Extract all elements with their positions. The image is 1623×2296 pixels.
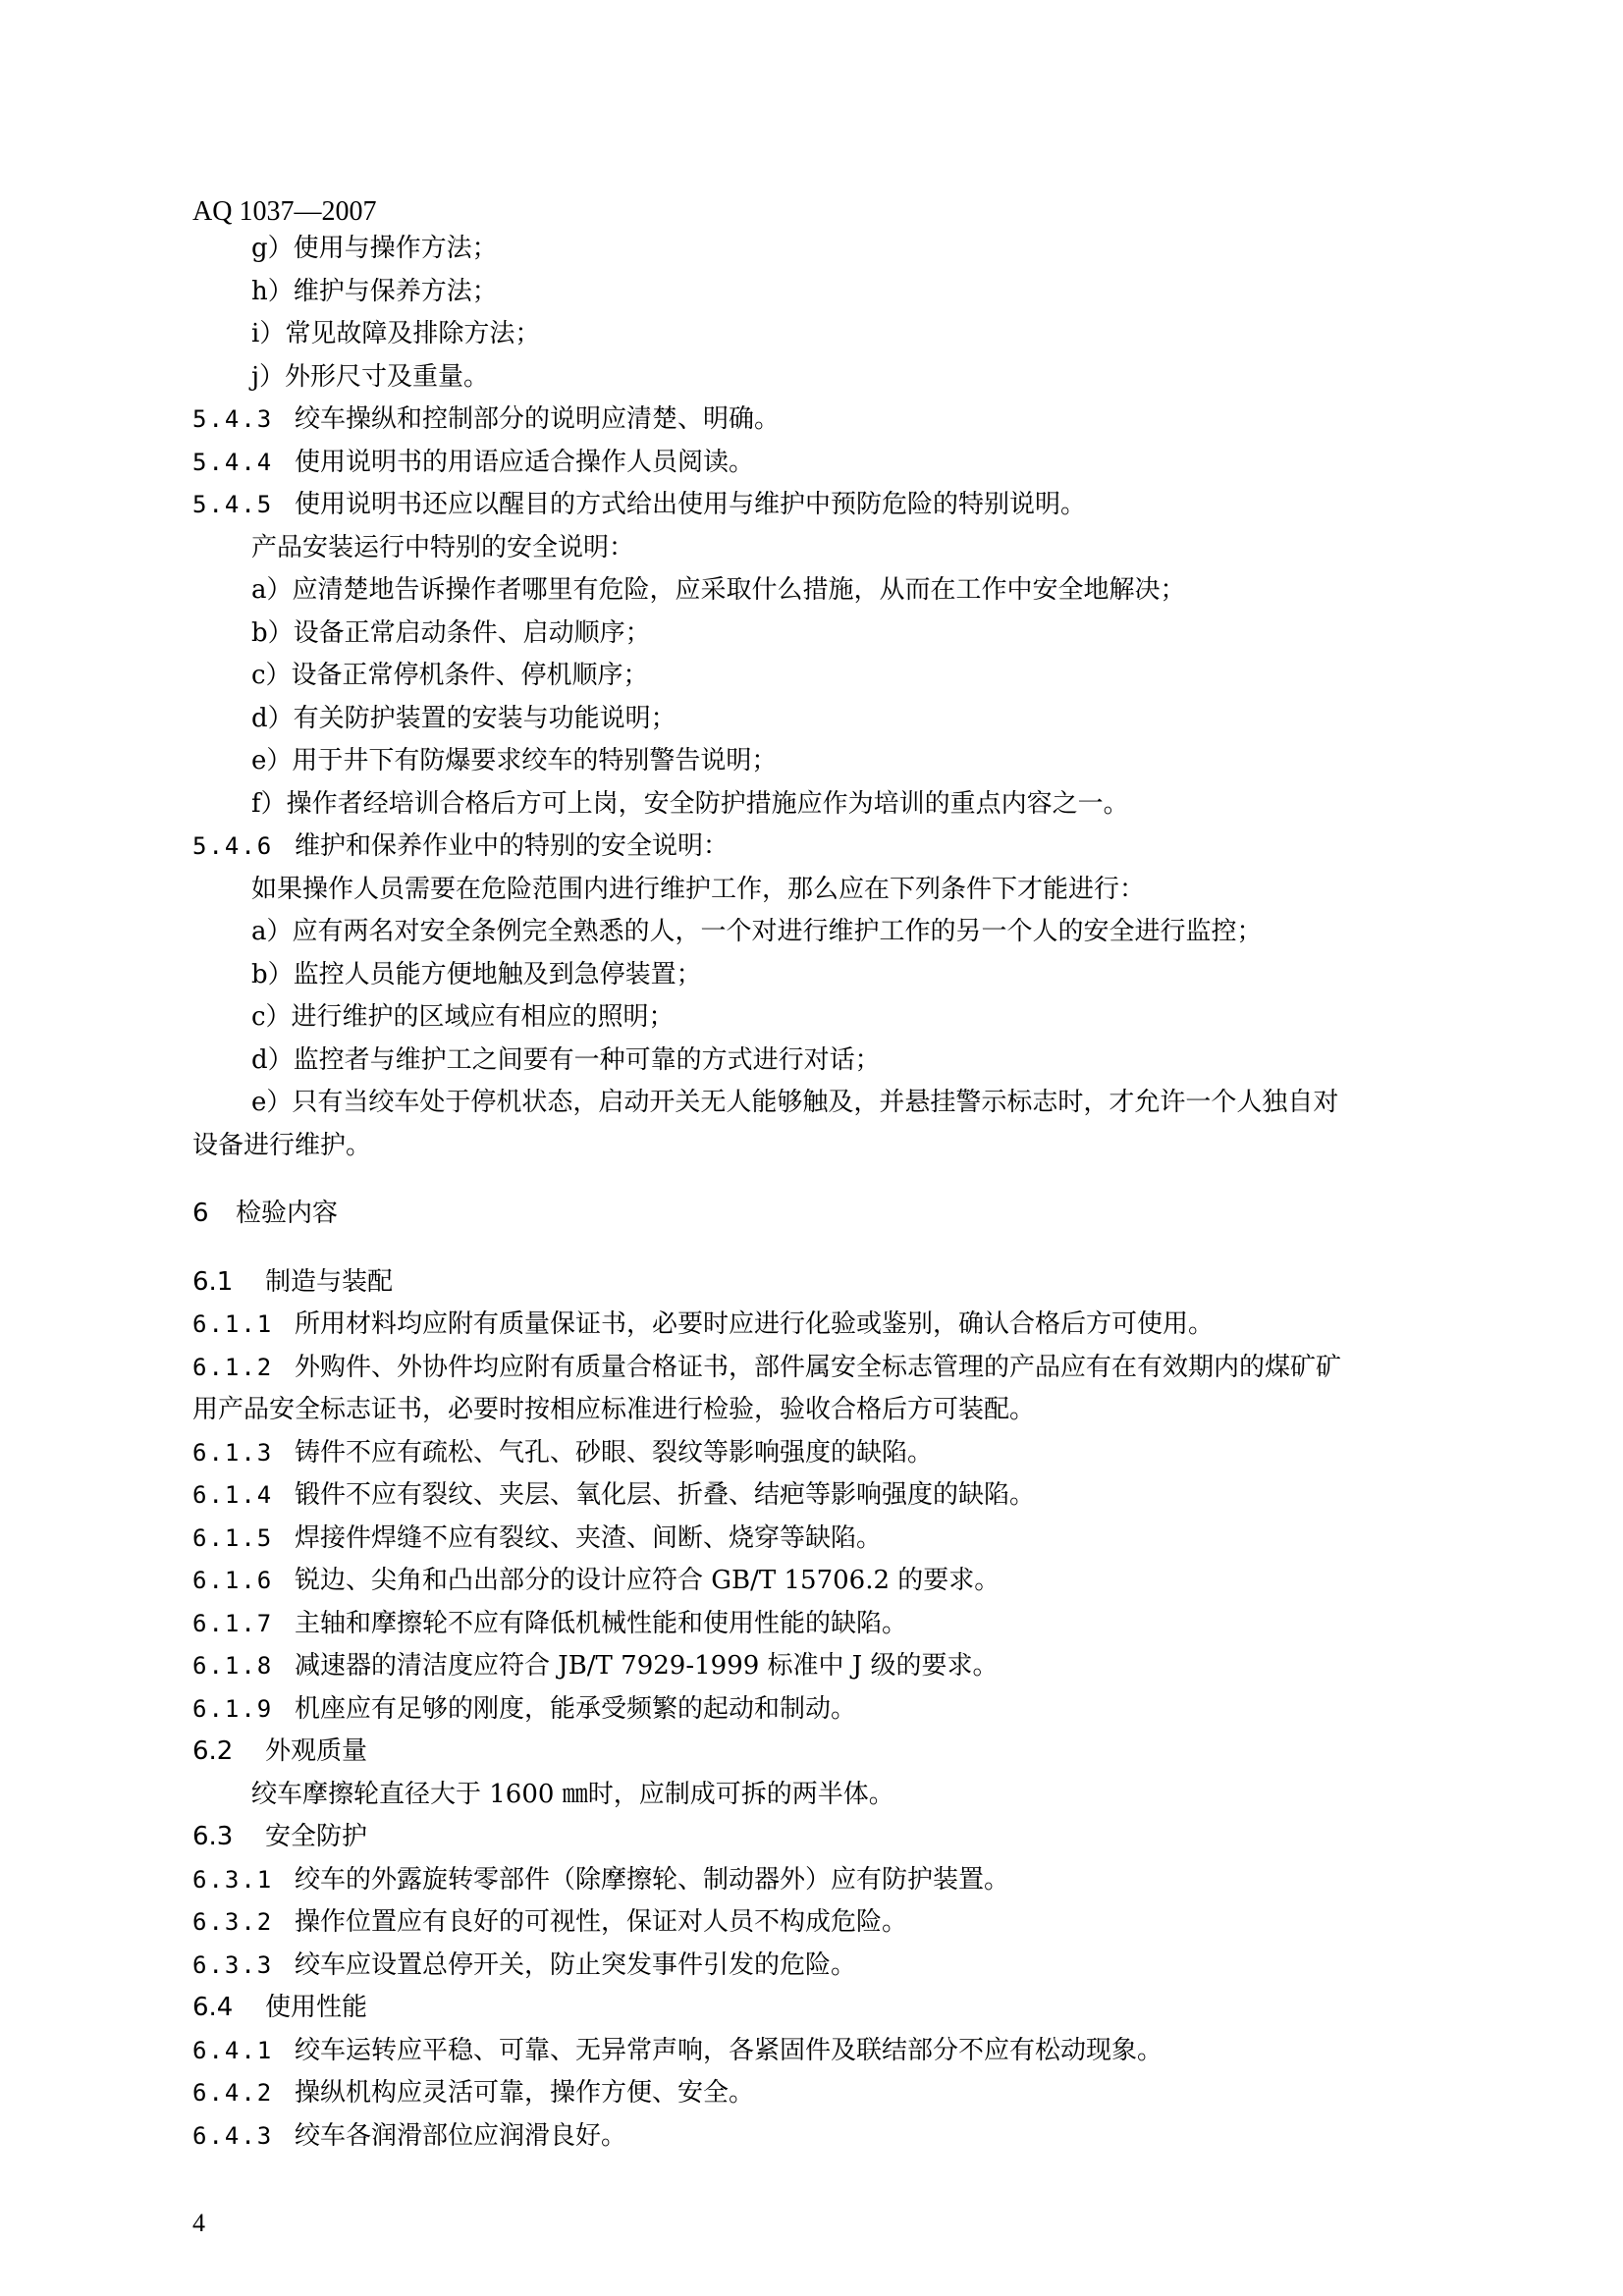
clause-text: 焊接件焊缝不应有裂纹、夹渣、间断、烧穿等缺陷。: [295, 1522, 883, 1553]
clause-6-1-3: [192, 1432, 1469, 1475]
page-number: 4: [192, 2209, 205, 2237]
clause-number: 6.1.9: [192, 1694, 274, 1723]
clause-text: 绞车各润滑部位应润滑良好。: [295, 2120, 627, 2151]
clause-number: 5.4.5: [192, 491, 274, 518]
clause-text: 操纵机构应灵活可靠，操作方便、安全。: [295, 2078, 755, 2108]
clause-number: 6.1.6: [192, 1567, 274, 1594]
clause-text: 操作位置应有良好的可视性，保证对人员不构成危险。: [295, 1907, 908, 1937]
list-item: f）操作者经培训合格后方可上岗，安全防护措施应作为培训的重点内容之一。: [251, 788, 1129, 819]
list-item: e）用于井下有防爆要求绞车的特别警告说明；: [251, 746, 778, 775]
clause-number: 6.1.2: [192, 1353, 274, 1381]
section-title: 检验内容: [236, 1199, 339, 1228]
clause-6-4-1: [192, 2030, 1469, 2073]
clause-number: 6.4.2: [192, 2079, 274, 2107]
clause-6-1-8: [192, 1645, 1469, 1688]
list-item: d）有关防护装置的安装与功能说明；: [251, 703, 676, 733]
section-heading-6: [192, 1193, 1469, 1236]
clause-text: 主轴和摩擦轮不应有降低机械性能和使用性能的缺陷。: [295, 1608, 908, 1638]
clause-text: 使用说明书的用语应适合操作人员阅读。: [295, 447, 755, 477]
clause-text: 绞车的外露旋转零部件（除摩擦轮、制动器外）应有防护装置。: [295, 1864, 1010, 1895]
clause-6-3-3: [192, 1945, 1469, 1988]
list-item: c）进行维护的区域应有相应的照明；: [251, 1002, 675, 1032]
clause-number: 6.1.1: [192, 1310, 274, 1338]
paragraph: 产品安装运行中特别的安全说明：: [251, 532, 635, 562]
list-item: j）外形尺寸及重量。: [251, 361, 490, 392]
list-item: d）监控者与维护工之间要有一种可靠的方式进行对话；: [251, 1044, 881, 1075]
clause-6-1-1: [192, 1304, 1469, 1347]
clause-5-4-5: [192, 484, 1469, 527]
clause-6-1-6: [192, 1560, 1469, 1603]
section-number: 6: [192, 1199, 209, 1228]
section-heading-6-2: [192, 1731, 1469, 1774]
clause-number: 6.3.3: [192, 1950, 274, 1979]
clause-number: 5.4.3: [192, 405, 274, 433]
clause-number: 6.1.8: [192, 1652, 274, 1680]
list-item: h）维护与保养方法；: [251, 276, 498, 306]
section-title: 制造与装配: [265, 1266, 394, 1297]
clause-number: 6.1.7: [192, 1609, 274, 1637]
clause-5-4-4: [192, 442, 1469, 485]
standard-id: AQ 1037—2007: [192, 196, 377, 227]
clause-text: 减速器的清洁度应符合 JB/T 7929-1999 标准中 J 级的要求。: [295, 1651, 999, 1681]
clause-6-4-2: [192, 2072, 1469, 2115]
section-number: 6.1: [192, 1266, 234, 1297]
clause-text: 维护和保养作业中的特别的安全说明：: [295, 831, 730, 861]
clause-text: 绞车应设置总停开关，防止突发事件引发的危险。: [295, 1949, 857, 1980]
clause-text: 绞车运转应平稳、可靠、无异常声响，各紧固件及联结部分不应有松动现象。: [295, 2035, 1163, 2065]
section-number: 6.3: [192, 1822, 234, 1851]
clause-number: 6.3.2: [192, 1908, 274, 1936]
section-title: 安全防护: [265, 1822, 368, 1851]
clause-6-3-2: [192, 1901, 1469, 1945]
clause-6-1-2: [192, 1347, 1469, 1390]
clause-number: 6.1.5: [192, 1523, 274, 1552]
clause-text: 锻件不应有裂纹、夹层、氧化层、折叠、结疤等影响强度的缺陷。: [295, 1480, 1036, 1510]
clause-text: 使用说明书还应以醒目的方式给出使用与维护中预防危险的特别说明。: [295, 490, 1087, 519]
list-item: b）监控人员能方便地触及到急停装置；: [251, 959, 702, 989]
clause-6-1-5: [192, 1518, 1469, 1561]
clause-number: 6.3.1: [192, 1865, 274, 1894]
clause-6-3-1: [192, 1859, 1469, 1902]
clause-number: 5.4.4: [192, 448, 274, 476]
clause-6-4-3: [192, 2115, 1469, 2159]
clause-6-1-9: [192, 1688, 1469, 1732]
clause-text: 绞车操纵和控制部分的说明应清楚、明确。: [295, 404, 781, 434]
list-item: b）设备正常启动条件、启动顺序；: [251, 617, 651, 648]
clause-text: 机座应有足够的刚度，能承受频繁的起动和制动。: [295, 1693, 857, 1724]
clause-6-1-4: [192, 1474, 1469, 1518]
clause-6-1-7: [192, 1603, 1469, 1646]
section-heading-6-4: [192, 1987, 1469, 2030]
paragraph: 绞车摩擦轮直径大于 1600 ㎜时，应制成可拆的两半体。: [251, 1779, 894, 1809]
clause-number: 6.4.1: [192, 2036, 274, 2064]
section-number: 6.4: [192, 1993, 234, 2022]
clause-continuation: 用产品安全标志证书，必要时按相应标准进行检验，验收合格后方可装配。: [192, 1395, 1036, 1424]
clause-number: 6.1.3: [192, 1438, 274, 1467]
clause-number: 6.4.3: [192, 2121, 274, 2150]
document-body: [192, 228, 1469, 2158]
section-title: 使用性能: [265, 1993, 368, 2022]
list-item: i）常见故障及排除方法；: [251, 319, 541, 348]
list-item: c）设备正常停机条件、停机顺序；: [251, 661, 649, 690]
clause-text: 锐边、尖角和凸出部分的设计应符合 GB/T 15706.2 的要求。: [295, 1566, 1001, 1595]
section-heading-6-1: [192, 1261, 1469, 1305]
list-item: e）只有当绞车处于停机状态，启动开关无人能够触及，并悬挂警示标志时，才允许一个人独自对: [251, 1088, 1339, 1117]
clause-text: 外购件、外协件均应附有质量合格证书，部件属安全标志管理的产品应有在有效期内的煤矿矿: [295, 1352, 1342, 1382]
clause-5-4-6: [192, 826, 1469, 869]
clause-text: 铸件不应有疏松、气孔、砂眼、裂纹等影响强度的缺陷。: [295, 1437, 934, 1468]
clause-number: 6.1.4: [192, 1481, 274, 1509]
clause-number: 5.4.6: [192, 832, 274, 860]
section-heading-6-3: [192, 1816, 1469, 1859]
clause-5-4-3: [192, 399, 1469, 442]
section-number: 6.2: [192, 1736, 234, 1766]
list-item: g）使用与操作方法；: [251, 234, 498, 263]
list-item: a）应有两名对安全条例完全熟悉的人，一个对进行维护工作的另一个人的安全进行监控；: [251, 917, 1263, 946]
list-item: a）应清楚地告诉操作者哪里有危险，应采取什么措施，从而在工作中安全地解决；: [251, 575, 1186, 605]
list-item-continuation: 设备进行维护。: [192, 1130, 372, 1160]
clause-text: 所用材料均应附有质量保证书，必要时应进行化验或鉴别，确认合格后方可使用。: [295, 1309, 1215, 1339]
section-title: 外观质量: [265, 1736, 368, 1766]
paragraph: 如果操作人员需要在危险范围内进行维护工作，那么应在下列条件下才能进行：: [251, 874, 1146, 904]
